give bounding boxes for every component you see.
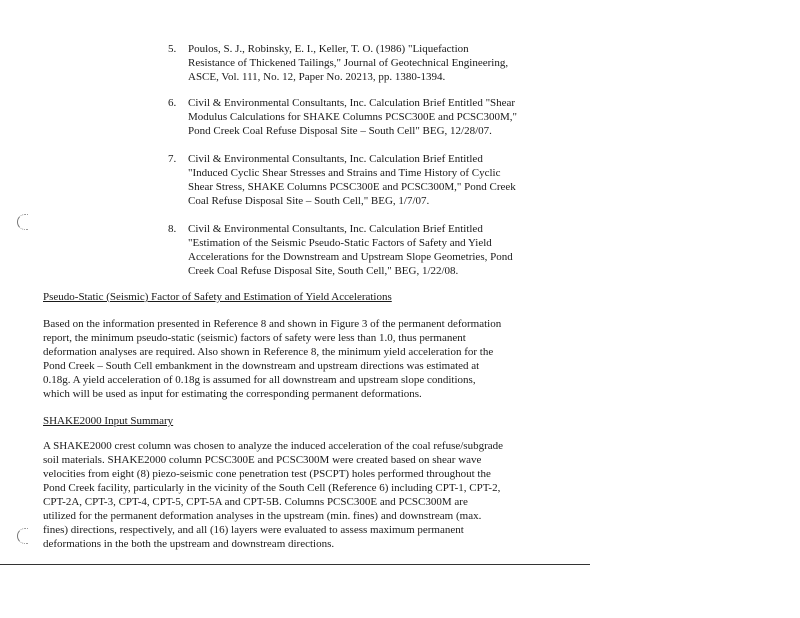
section-paragraph: Based on the information presented in Reference 8 and shown in Figure 3 of the permanent deformation report, the minimum pseudo-static (seismic) factors of safety were less than 1.0, thus permanent deformation analyses are required. Also shown in Reference 8, the minimum yield acceleration for the Pond Creek – South Cell embankment in the downstream and upstream directions was estimated at 0.18g. A yield acceleration of 0.18g is assumed for all downstream and upstream slope conditions, which will be used as input for estimating the corresponding permanent deformations. xyxy=(43,318,502,400)
hole-punch-mark xyxy=(17,214,28,230)
page-bottom-rule xyxy=(0,564,590,565)
reference-item xyxy=(168,42,568,84)
reference-item xyxy=(168,152,568,208)
section-heading: Pseudo-Static (Seismic) Factor of Safety and Estimation of Yield Accelerations xyxy=(43,291,392,303)
reference-number: 5. xyxy=(168,43,177,55)
reference-item xyxy=(168,96,568,138)
reference-number: 6. xyxy=(168,97,177,109)
reference-text: Poulos, S. J., Robinsky, E. I., Keller, T. O. (1986) "Liquefaction Resistance of Thickened Tailings," Journal of Geotechnical Engineering, ASCE, Vol. 111, No. 12, Paper No. 20213, pp. 1380-1394. xyxy=(188,43,509,83)
hole-punch-mark xyxy=(17,528,28,544)
reference-number: 7. xyxy=(168,153,177,165)
reference-item xyxy=(168,222,568,278)
reference-text: Civil & Environmental Consultants, Inc. Calculation Brief Entitled "Shear Modulus Calculations for SHAKE Columns PCSC300E and PCSC300M," Pond Creek Coal Refuse Disposal Site – South Cell" BEG, 12/28/07. xyxy=(188,97,518,137)
reference-text: Civil & Environmental Consultants, Inc. Calculation Brief Entitled "Estimation of the Seismic Pseudo-Static Factors of Safety and Yield Accelerations for the Downstream and Upstream Slope Geometries, Pond Creek Coal Refuse Disposal Site, South Cell," BEG, 1/22/08. xyxy=(188,223,513,277)
reference-number: 8. xyxy=(168,223,177,235)
section-heading: SHAKE2000 Input Summary xyxy=(43,415,174,427)
reference-text: Civil & Environmental Consultants, Inc. Calculation Brief Entitled "Induced Cyclic Shear Stresses and Strains and Time History of Cyclic Shear Stress, SHAKE Columns PCSC300E and PCSC300M," Pond Creek Coal Refuse Disposal Site – South Cell," BEG, 1/7/07. xyxy=(188,153,516,207)
section-paragraph: A SHAKE2000 crest column was chosen to analyze the induced acceleration of the coal refuse/subgrade soil materials. SHAKE2000 column PCSC300E and PCSC300M were created based on shear wave velocities from eight (8) piezo-seismic cone penetration test (PSCPT) holes performed throughout the Pond Creek facility, particularly in the vicinity of the South Cell (Reference 6) including CPT-1, CPT-2, CPT-2A, CPT-3, CPT-4, CPT-5, CPT-5A and CPT-5B. Columns PCSC300E and PCSC300M are utilized for the permanent deformation analyses in the upstream (min. fines) and downstream (max. fines) directions, respectively, and all (16) layers were evaluated to assess maximum permanent deformations in the both the upstream and downstream directions. xyxy=(43,440,504,550)
